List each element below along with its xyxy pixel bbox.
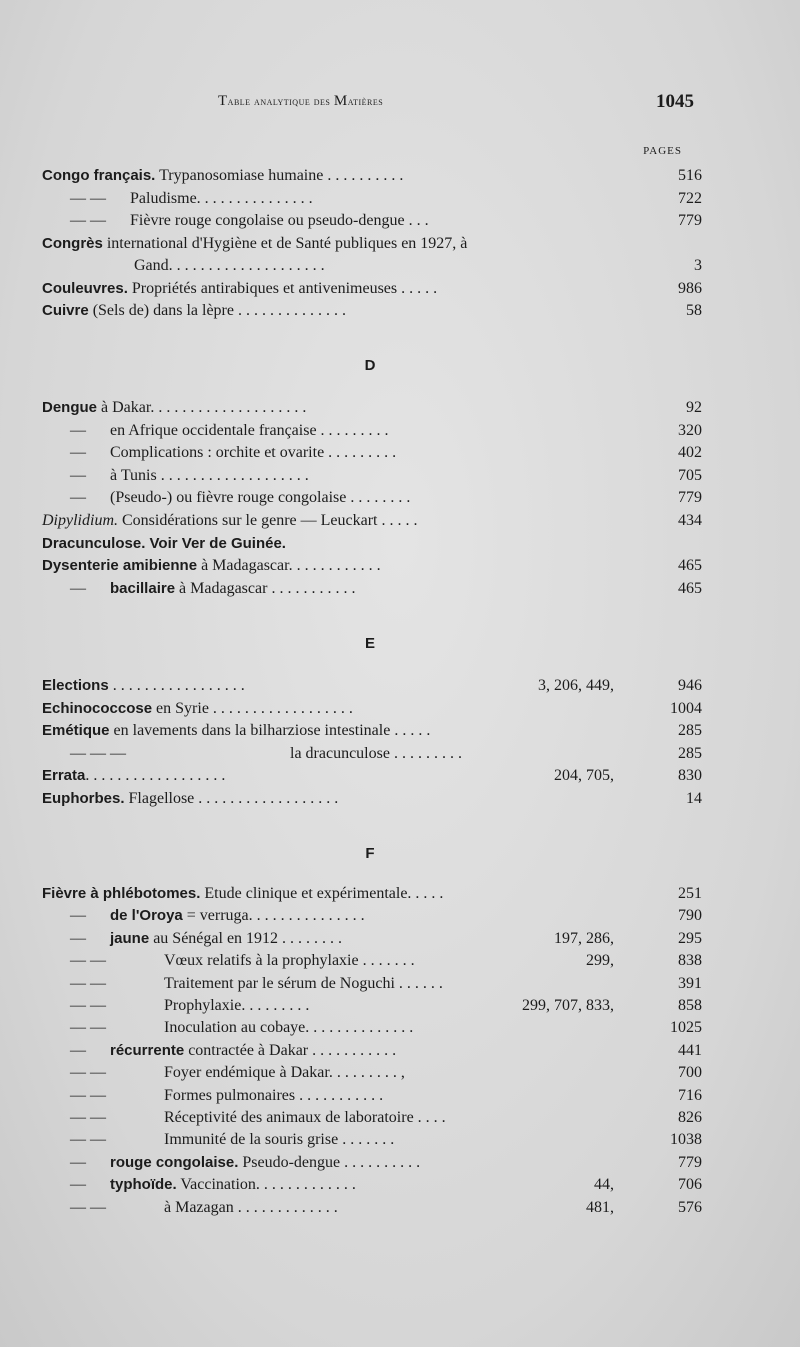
pages-column-label: PAGES (643, 145, 682, 157)
repeat-dash: — — (70, 212, 106, 229)
index-entry (42, 300, 702, 322)
repeat-dash: — — (70, 1064, 106, 1082)
entry-description: en lavements dans la bilharziose intestinale . . . . . (109, 722, 431, 740)
entry-description: Complications : orchite et ovarite . . . . . . . . . (110, 444, 397, 462)
entry-text (130, 210, 429, 232)
entry-term: Errata (42, 767, 86, 785)
entry-text (164, 1129, 394, 1151)
index-entry (42, 1017, 702, 1039)
entry-description: . . . . . . . . . . . . . . . . . . (85, 767, 226, 785)
entry-description: (Pseudo-) ou fièvre rouge congolaise . . . . . . . . (110, 489, 411, 507)
page-ref: 1025 (670, 1019, 702, 1037)
index-entry (42, 765, 702, 787)
entry-text (42, 883, 443, 905)
entry-description: la dracunculose . . . . . . . . . (290, 744, 462, 762)
entry-description: à Mazagan . . . . . . . . . . . . . (164, 1198, 338, 1216)
repeat-dash: — (70, 929, 86, 947)
entry-description: Pseudo-dengue . . . . . . . . . . (238, 1153, 421, 1171)
entry-text (42, 533, 286, 555)
entry-text (130, 188, 313, 210)
index-entry (42, 1197, 702, 1219)
index-entry (42, 233, 702, 255)
index-entry (42, 210, 702, 232)
entry-description: Flagellose . . . . . . . . . . . . . . . . . . (124, 790, 339, 807)
entry-text (42, 233, 467, 255)
entry-description: en Syrie . . . . . . . . . . . . . . . . . . (152, 699, 353, 717)
index-entry (42, 255, 702, 277)
entry-text (134, 255, 325, 277)
entry-text (42, 698, 353, 720)
running-title: Table analytique des Matières (218, 93, 384, 109)
entry-term: Euphorbes. (42, 790, 125, 807)
entry-text (164, 950, 415, 972)
entry-term: rouge congolaise. (110, 1153, 239, 1171)
repeat-dash: — (70, 1041, 86, 1059)
page-ref: 465 (678, 557, 702, 575)
section-letter-e: E (364, 635, 375, 652)
entry-description: Fièvre rouge congolaise ou pseudo-dengue . . . (130, 212, 429, 229)
entry-text (42, 165, 403, 187)
entry-term: jaune (110, 929, 150, 947)
page-ref: 706 (678, 1176, 702, 1194)
page-ref: 295 (678, 929, 702, 947)
index-entry (42, 533, 702, 555)
index-entry (42, 1152, 702, 1174)
page-ref: 434 (678, 512, 702, 529)
index-entry (42, 743, 702, 765)
index-entry (42, 720, 702, 742)
entry-text (42, 397, 306, 419)
entry-text (110, 487, 410, 509)
page-ref: 722 (678, 189, 702, 207)
entry-text (164, 1085, 383, 1107)
index-entry (42, 928, 702, 950)
entry-description: Formes pulmonaires . . . . . . . . . . . (164, 1086, 384, 1104)
repeat-dash: — — — (70, 744, 126, 762)
index-entry (42, 1174, 702, 1196)
index-entry (42, 555, 702, 577)
section-letter-d: D (364, 357, 376, 374)
entry-text (164, 1062, 405, 1084)
entry-description: Prophylaxie. . . . . . . . . (164, 997, 310, 1014)
page-ref: 441 (678, 1041, 702, 1059)
entry-text (110, 578, 355, 600)
entry-description: à Madagascar. . . . . . . . . . . . (197, 557, 381, 575)
index-entry (42, 578, 702, 600)
entry-description: Réceptivité des animaux de laboratoire . . . . (164, 1109, 446, 1126)
additional-pages: 299, 707, 833, (522, 997, 614, 1014)
index-entry (42, 165, 702, 187)
index-entry (42, 950, 702, 972)
repeat-dash: — (70, 579, 86, 597)
entry-description: Paludisme. . . . . . . . . . . . . . . (130, 189, 313, 207)
page-ref: 858 (678, 997, 702, 1014)
repeat-dash: — (70, 1176, 86, 1194)
repeat-dash: — — (70, 952, 106, 970)
entry-description: à Dakar. . . . . . . . . . . . . . . . . . . . (97, 399, 307, 416)
page-ref: 402 (678, 444, 702, 462)
entry-term: Echinococcose (42, 699, 153, 717)
entry-text (164, 995, 309, 1017)
repeat-dash: — — (70, 1109, 106, 1126)
index-entry (42, 1040, 702, 1062)
page-ref: 465 (678, 579, 702, 597)
page-ref: 391 (678, 974, 702, 992)
index-entry (42, 397, 702, 419)
page-ref: 826 (678, 1109, 702, 1126)
repeat-dash: — (70, 421, 86, 439)
page-ref: 779 (678, 1153, 702, 1171)
page-ref: 576 (678, 1198, 702, 1216)
entry-text (110, 1040, 396, 1062)
repeat-dash: — — (70, 1131, 106, 1149)
repeat-dash: — (70, 1153, 86, 1171)
entry-text (42, 510, 417, 532)
index-entry (42, 188, 702, 210)
repeat-dash: — — (70, 189, 106, 207)
entry-text (290, 743, 462, 765)
entry-description: Considérations sur le genre — Leuckart . . . . . (118, 512, 418, 529)
entry-description: en Afrique occidentale française . . . . . . . . . (110, 421, 389, 439)
entry-description: Inoculation au cobaye. . . . . . . . . . . . . . (164, 1019, 414, 1037)
entry-description: Gand. . . . . . . . . . . . . . . . . . . . (134, 257, 325, 274)
entry-term: bacillaire (110, 579, 176, 597)
running-header (0, 93, 800, 123)
entry-text (110, 1174, 356, 1196)
index-entry (42, 278, 702, 300)
entry-term: de l'Oroya (110, 907, 183, 925)
repeat-dash: — (70, 907, 86, 925)
entry-description: Trypanosomiase humaine . . . . . . . . . . (155, 167, 404, 184)
entry-description: Immunité de la souris grise . . . . . . . (164, 1131, 395, 1149)
entry-term: Emétique (42, 722, 110, 740)
page-ref: 14 (686, 790, 702, 807)
repeat-dash: — — (70, 974, 106, 992)
entry-term: Fièvre à phlébotomes. (42, 885, 201, 902)
page-ref: 779 (678, 489, 702, 507)
index-entry (42, 698, 702, 720)
entry-text (110, 420, 389, 442)
index-entry (42, 973, 702, 995)
page-ref: 58 (686, 302, 702, 319)
additional-pages: 204, 705, (554, 767, 614, 785)
entry-description: à Madagascar . . . . . . . . . . . (175, 579, 356, 597)
entry-text (42, 675, 245, 697)
index-entry (42, 442, 702, 464)
entry-description: = verruga. . . . . . . . . . . . . . . (182, 907, 365, 925)
index-entry (42, 675, 702, 697)
repeat-dash: — (70, 444, 86, 462)
index-entry (42, 510, 702, 532)
page-ref: 1004 (670, 699, 702, 717)
entry-text (110, 442, 396, 464)
entry-text (110, 905, 365, 927)
page-ref: 790 (678, 907, 702, 925)
index-entry (42, 995, 702, 1017)
entry-text (42, 720, 430, 742)
index-entry (42, 1085, 702, 1107)
page-ref: 92 (686, 399, 702, 416)
entry-text (110, 928, 342, 950)
index-entry (42, 487, 702, 509)
entry-term: récurrente (110, 1041, 185, 1059)
index-entry (42, 1107, 702, 1129)
page-ref: 716 (678, 1086, 702, 1104)
entry-description: à Tunis . . . . . . . . . . . . . . . . . . . (110, 466, 309, 484)
index-entry (42, 905, 702, 927)
section-letter-f: F (365, 845, 375, 862)
entry-description: . . . . . . . . . . . . . . . . . (108, 677, 245, 694)
entry-text (42, 555, 381, 577)
entry-text (42, 788, 338, 810)
entry-description: contractée à Dakar . . . . . . . . . . . (184, 1041, 397, 1059)
entry-text (110, 1152, 420, 1174)
entry-term: Congrès (42, 234, 103, 252)
page-ref: 986 (678, 279, 702, 297)
entry-term: Dengue (42, 399, 98, 416)
repeat-dash: — — (70, 1198, 106, 1216)
additional-pages: 197, 286, (554, 929, 614, 947)
entry-description: au Sénégal en 1912 . . . . . . . . (149, 929, 343, 947)
entry-text (164, 1197, 338, 1219)
entry-text (42, 765, 225, 787)
index-entry (42, 1129, 702, 1151)
additional-pages: 481, (586, 1198, 614, 1216)
entry-description: Foyer endémique à Dakar. . . . . . . . . , (164, 1064, 405, 1082)
page-ref: 705 (678, 466, 702, 484)
page-ref: 516 (678, 167, 702, 184)
entry-term: Couleuvres. (42, 279, 128, 297)
page-ref: 838 (678, 952, 702, 970)
entry-term: Cuivre (42, 302, 89, 319)
page-ref: 830 (678, 767, 702, 785)
entry-text (164, 973, 443, 995)
entry-text (42, 300, 346, 322)
page-ref: 285 (678, 722, 702, 740)
entry-term: Congo français. (42, 167, 156, 184)
page-ref: 1038 (670, 1131, 702, 1149)
index-entry (42, 465, 702, 487)
index-entry (42, 788, 702, 810)
page-ref: 285 (678, 744, 702, 762)
page-number: 1045 (656, 91, 694, 112)
repeat-dash: — — (70, 1019, 106, 1037)
page-ref: 251 (678, 885, 702, 902)
page-ref: 700 (678, 1064, 702, 1082)
page-ref: 320 (678, 421, 702, 439)
entry-description: (Sels de) dans la lèpre . . . . . . . . . . . . . . (88, 302, 346, 319)
repeat-dash: — — (70, 997, 106, 1014)
entry-italic-term: Dipylidium. (42, 512, 118, 529)
entry-description: Vaccination. . . . . . . . . . . . . (176, 1176, 356, 1194)
repeat-dash: — — (70, 1086, 106, 1104)
entry-term: Elections (42, 677, 109, 694)
entry-term: Dracunculose. Voir Ver de Guinée. (42, 534, 286, 552)
additional-pages: 44, (594, 1176, 614, 1194)
index-entry (42, 883, 702, 905)
entry-text (164, 1107, 446, 1129)
page-ref: 3 (694, 257, 702, 274)
entry-text (164, 1017, 413, 1039)
page-ref: 779 (678, 212, 702, 229)
entry-description: Traitement par le sérum de Noguchi . . . . . . (164, 974, 443, 992)
entry-description: Etude clinique et expérimentale. . . . . (200, 885, 444, 902)
entry-text (42, 278, 437, 300)
repeat-dash: — (70, 489, 86, 507)
index-entry (42, 1062, 702, 1084)
additional-pages: 3, 206, 449, (538, 677, 614, 694)
entry-term: Dysenterie amibienne (42, 557, 198, 575)
index-entry (42, 420, 702, 442)
page-ref: 946 (678, 677, 702, 694)
entry-description: Propriétés antirabiques et antivenimeuses . . . . . (127, 279, 438, 297)
entry-description: Vœux relatifs à la prophylaxie . . . . . . . (164, 952, 415, 970)
repeat-dash: — (70, 466, 86, 484)
entry-term: typhoïde. (110, 1176, 177, 1194)
additional-pages: 299, (586, 952, 614, 970)
entry-text (110, 465, 309, 487)
entry-description: international d'Hygiène et de Santé publiques en 1927, à (102, 234, 468, 252)
